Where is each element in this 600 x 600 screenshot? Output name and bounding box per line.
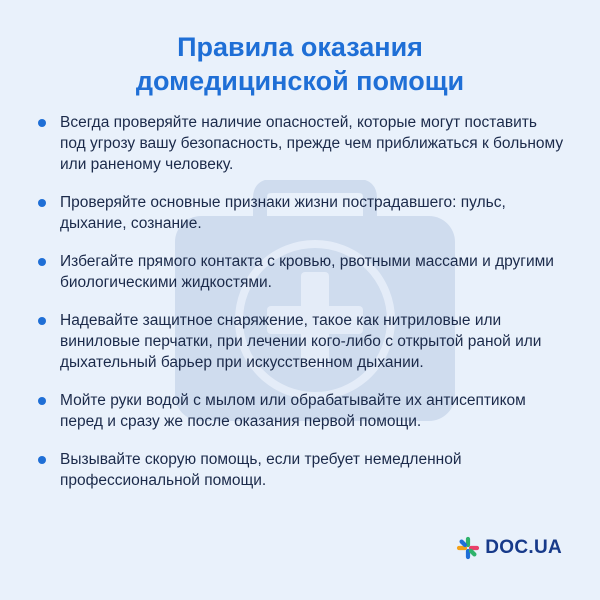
list-item xyxy=(36,310,566,373)
list-item xyxy=(36,449,566,491)
list-item xyxy=(36,251,566,293)
bullet-icon xyxy=(38,258,46,266)
page-title xyxy=(0,30,600,98)
list-item xyxy=(36,112,566,175)
rules-list xyxy=(36,112,566,491)
bullet-icon xyxy=(38,317,46,325)
list-item xyxy=(36,390,566,432)
brand-logo xyxy=(456,536,562,560)
list-item xyxy=(36,192,566,234)
rule-text: Избегайте прямого контакта с кровью, рвотными массами и другими биологическими жидкостями. xyxy=(60,253,554,291)
bullet-icon xyxy=(38,199,46,207)
rule-text: Вызывайте скорую помощь, если требует немедленной профессиональной помощи. xyxy=(60,451,462,489)
bullet-icon xyxy=(38,397,46,405)
rule-text: Мойте руки водой с мылом или обрабатывайте их антисептиком перед и сразу же после оказания первой помощи. xyxy=(60,392,526,430)
bullet-icon xyxy=(38,119,46,127)
title-line-2: домедицинской помощи xyxy=(135,66,465,96)
rule-text: Всегда проверяйте наличие опасностей, которые могут поставить под угрозу вашу безопасность, прежде чем приближаться к больному или раненому человеку. xyxy=(60,114,564,173)
doc-ua-asterisk-icon xyxy=(456,536,480,560)
bullet-icon xyxy=(38,456,46,464)
rule-text: Надевайте защитное снаряжение, такое как нитриловые или виниловые перчатки, при лечении кого-либо с открытой раной или дыхательный барьер при искусственном дыхании. xyxy=(60,312,542,371)
brand-logo-text: DOC.UA xyxy=(485,537,562,558)
title-line-1: Правила оказания xyxy=(177,32,423,62)
rule-text: Проверяйте основные признаки жизни пострадавшего: пульс, дыхание, сознание. xyxy=(60,194,506,232)
